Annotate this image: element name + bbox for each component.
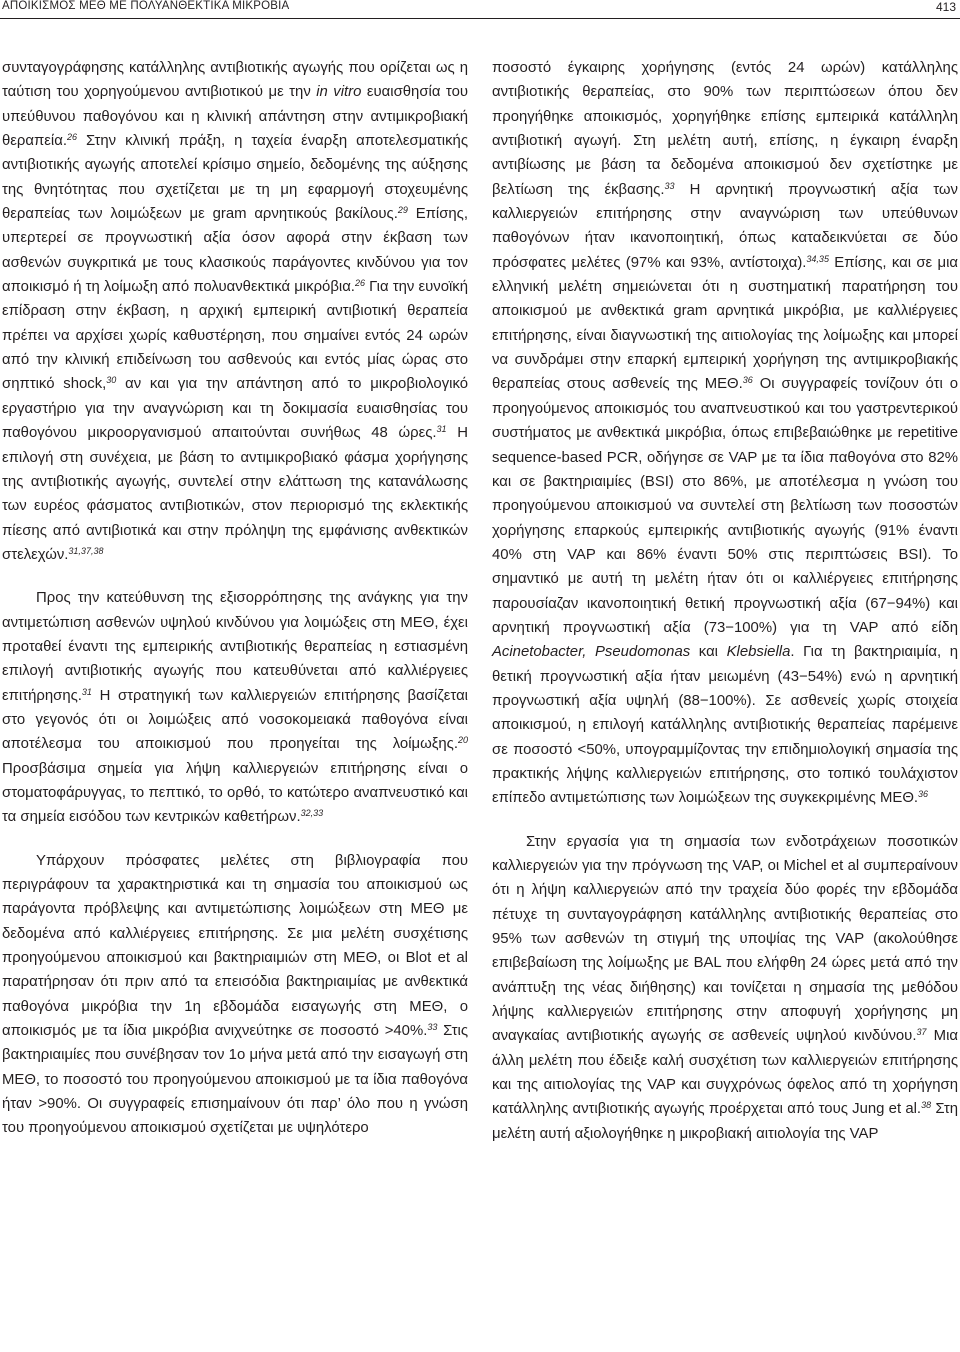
right-paragraph-1: ποσοστό έγκαιρης χορήγησης (εντός 24 ωρών) κατάλληλης αντιβιοτικής θεραπείας, στο 90% των περιπτώσεων όπου δεν προηγήθηκε αποικισμός, χορηγήθηκε επίσης εμπειρικά κατάλληλη αντιβιοτική αγωγή. Στη μελέτη αυτή, επίσης, η έγκαιρη έναρξη αντιβίωσης με βάση τα δεδομένα αποικισμού δεν σχετίστηκε με βελτίωση της έκβασης.$^{33}$ Η αρνητική προγνωστική αξία των καλλιεργειών επιτήρησης στην αναγνώριση των υπεύθυνων παθογόνων ήταν ικανοποιητική, όπως καταδεικνύεται σε δύο πρόσφατες μελέτες (97% και 93%, αντίστοιχα).$^{34,35}$ Επίσης, και σε μια ελληνική μελέτη σημειώνεται ότι η συστηματική παρατήρηση του αποικισμού με ανθεκτικά gram αρνητικά μικρόβια, με καλλιέργειες επιτήρησης, είναι διαγνωστική της αιτιολογίας της λοίμωξης και μπορεί να συνδράμει στην επαρκή εμπειρική χορήγηση της αντιμικροβιακής θεραπείας στους ασθενείς της ΜΕΘ.$^{36}$ Οι συγγραφείς τονίζουν ότι ο προηγούμενος αποικισμός του αναπνευστικού και του γαστρεντερικού συστήματος με ανθεκτικά μικρόβια, όπως επιβεβαιώθηκε με repetitive sequence-based PCR, οδήγησε σε VAP με τα ίδια παθογόνα στο 82% και σε βακτηριαιμίες (BSI) στο 86%, με αποτέλεσμα η γνώση του προηγούμενου αποικισμού να συντελεί στη βελτίωση των ποσοστών χορήγησης επαρκούς εμπειρικής αντιβιοτικής αγωγής (91% έναντι 40% στη VAP και 86% έναντι 50% στις περιπτώσεις BSI). Το σημαντικό με αυτή τη μελέτη ήταν ότι οι καλλιέργειες επιτήρησης παρουσίαζαν ικανοποιητική θετική προγνωστική αξία (67−94%) και αρνητική προγνωστική αξία (73−100%) για τη VAP από είδη Acinetobacter, Pseudomonas και Klebsiella. Για τη βακτηριαιμία, η θετική προγνωστική αξία ήταν μειωμένη (43−54%) ενώ η αρνητική προγνωστική αξία υψηλή (88−100%). Σε ασθενείς χωρίς στοιχεία αποικισμού, η επιλογή κατάλληλης αντιβιοτικής θεραπείας παρέμεινε σε ποσοστό <50%, υπογραμμίζοντας την επιδημιολογική σημασία της πρακτικής λήψης καλλιεργειών επιτήρησης, στο τοπικό τουλάχιστον επίπεδο αντιμετώπισης των λοιμώξεων της συγκεκριμένης ΜΕΘ.$^{36}$ bbox=[492, 60, 959, 807]
left-paragraph-2: Προς την κατεύθυνση της εξισορρόπησης της ανάγκης για την αντιμετώπιση ασθενών υψηλού κινδύνου για λοιμώξεις στη ΜΕΘ, έχει προταθεί έναντι της εμπειρικής αντιβιοτικής θεραπείας η εστιασμένη επιλογή αντιβιοτικής αγωγής που κατευθύνεται από καλλιέργειες επιτήρησης.$^{31}$ Η στρατηγική των καλλιεργειών επιτήρησης βασίζεται στο γεγονός ότι οι λοιμώξεις από νοσοκομειακά παθογόνα είναι αποτέλεσμα του αποικισμού που προηγείται της λοίμωξης.$^{20}$ Προσβάσιμα σημεία για λήψη καλλιεργειών επιτήρησης είναι ο στοματοφάρυγγας, το πεπτικό, το ορθό, το κατώτερο αναπνευστικό και τα σημεία εισόδου των κεντρικών καθετήρων.$^{32,33}$ bbox=[2, 590, 468, 826]
citation: 37 bbox=[916, 1027, 927, 1038]
page-number: 413 bbox=[935, 0, 956, 14]
citation: 26 bbox=[354, 278, 365, 289]
citation: 33 bbox=[664, 180, 675, 191]
right-paragraph-2: Στην εργασία για τη σημασία των ενδοτράχειων ποσοτικών καλλιεργειών για την πρόγνωση της VAP, οι Michel et al συμπεραίνουν ότι η λήψη καλλιεργειών από την τραχεία δύο φορές την εβδομάδα πέτυχε τη συνταγογράφηση κατάλληλης αντιβιοτικής θεραπείας στο 95% των ασθενών τη στιγμή της υποψίας της VAP (ακολούθησε επιβεβαίωση της λοίμωξης με BAL που ελήφθη 24 ώρες μετά από την ανάπτυξη της νέας διήθησης) και τονίζεται η σημασία της μεθόδου λήψης καλλιεργειών επιτήρησης στην αποφυγή χορήγησης μη αναγκαίας αντιβιοτικής αγωγής σε ασθενείς υψηλού κινδύνου.$^{37}$ Μια άλλη μελέτη που έδειξε καλή συσχέτιση των καλλιεργειών επιτήρησης και της αιτιολογίας της VAP και συγχρόνως όφελος από τη χορήγηση κατάλληλης αντιβιοτικής αγωγής προέρχεται από τους Jung et al.$^{38}$ Στη μελέτη αυτή αξιολογήθηκε η μικροβιακή αιτιολογία της VAP bbox=[492, 833, 958, 1142]
citation: 29 bbox=[397, 205, 408, 216]
citation: 34,35 bbox=[806, 253, 829, 264]
left-column bbox=[2, 56, 468, 1141]
left-paragraph-3: Υπάρχουν πρόσφατες μελέτες στη βιβλιογραφία που περιγράφουν τα χαρακτηριστικά και τη σημασία του αποικισμού ως παράγοντα πρόβλεψης και αντιμετώπισης λοιμώξεων στη ΜΕΘ με δεδομένα από καλλιέργειες επιτήρησης. Σε μια μελέτη συσχέτισης προηγούμενου αποικισμού και βακτηριαιμιών στη ΜΕΘ, οι Blot et al παρατήρησαν ότι πριν από τα επεισόδια βακτηριαιμίας με ανθεκτικά παθογόνα μικρόβια την 1η εβδομάδα εισαγωγής στη ΜΕΘ, ο αποικισμός με τα ίδια μικρόβια ανιχνεύτηκε σε ποσοστό >40%.$^{33}$ Στις βακτηριαιμίες που συνέβησαν τον 1ο μήνα μετά από την εισαγωγή στη ΜΕΘ, το ποσοστό του προηγούμενου αποικισμού με τα ίδια παθογόνα ήταν >90%. Οι συγγραφείς επισημαίνουν ότι παρ’ όλο που η γνώση του προηγούμενου αποικισμού σχετίζεται με υψηλότερο bbox=[2, 852, 468, 1137]
citation: 36 bbox=[742, 375, 753, 386]
citation: 36 bbox=[918, 789, 929, 800]
citation: 33 bbox=[427, 1022, 438, 1033]
citation: 38 bbox=[921, 1100, 932, 1111]
left-paragraph-1: συνταγογράφησης κατάλληλης αντιβιοτικής αγωγής που ορίζεται ως η ταύτιση του χορηγούμενου αντιβιοτικού με την in vitro ευαισθησία του υπεύθυνου παθογόνου και η κλινική απάντηση στην αντιμικροβιακή θεραπεία.$^{26}$ Στην κλινική πράξη, η ταχεία έναρξη αποτελεσματικής αντιβιοτικής αγωγής αποτελεί κρίσιμο σημείο, δεδομένης της αύξησης της θνητότητας που σχετίζεται με τη μη εφαρμογή στοχευμένης θεραπείας των λοιμώξεων με gram αρνητικούς βακίλους.$^{29}$ Επίσης, υπερτερεί σε προγνωστική αξία όσον αφορά στην έκβαση των ασθενών συγκριτικά με τους κλασικούς παράγοντες κινδύνου για τον αποικισμό ή τη λοίμωξη από πολυανθεκτικά μικρόβια.$^{26}$ Για την ευνοϊκή επίδραση στην έκβαση, η αρχική εμπειρική αντιβιοτική θεραπεία πρέπει να αρχίσει χωρίς καθυστέρηση, που σημαίνει εντός 24 ωρών από την κλινική επιδείνωση του ασθενούς και εντός μίας ώρας στο σηπτικό shock,$^{30}$ αν και για την απάντηση από το μικροβιολογικό εργαστήριο για την αναγνώριση και τη δοκιμασία ευαισθησίας του παθογόνου μικροοργανισμού απαιτούνται συνήθως 48 ώρες.$^{31}$ Η επιλογή στη συνέχεια, με βάση το αντιμικροβιακό φάσμα χορήγησης της αντιβιοτικής αγωγής, συντελεί στην ελάττωση της κατανάλωσης των ευρέος φάσματος αντιβιοτικών, στον περιορισμό της εκλεκτικής πίεσης από αντιβιοτικά και στην πρόληψη της εμφάνισης ανθεκτικών στελεχών.$^{31,37,38}$ bbox=[2, 60, 469, 563]
citation: 31 bbox=[436, 424, 447, 435]
citation: 31 bbox=[81, 686, 92, 697]
citation: 20 bbox=[457, 735, 468, 746]
running-title: ΑΠΟΙΚΙΣΜΟΣ ΜΕΘ ΜΕ ΠΟΛΥΑΝΘΕΚΤΙΚΑ ΜΙΚΡΟΒΙΑ bbox=[2, 0, 290, 12]
right-column bbox=[492, 56, 958, 1146]
citation: 32,33 bbox=[300, 808, 324, 819]
citation: 31,37,38 bbox=[68, 545, 104, 556]
running-header bbox=[0, 0, 960, 19]
citation: 26 bbox=[66, 132, 77, 143]
citation: 30 bbox=[106, 375, 117, 386]
